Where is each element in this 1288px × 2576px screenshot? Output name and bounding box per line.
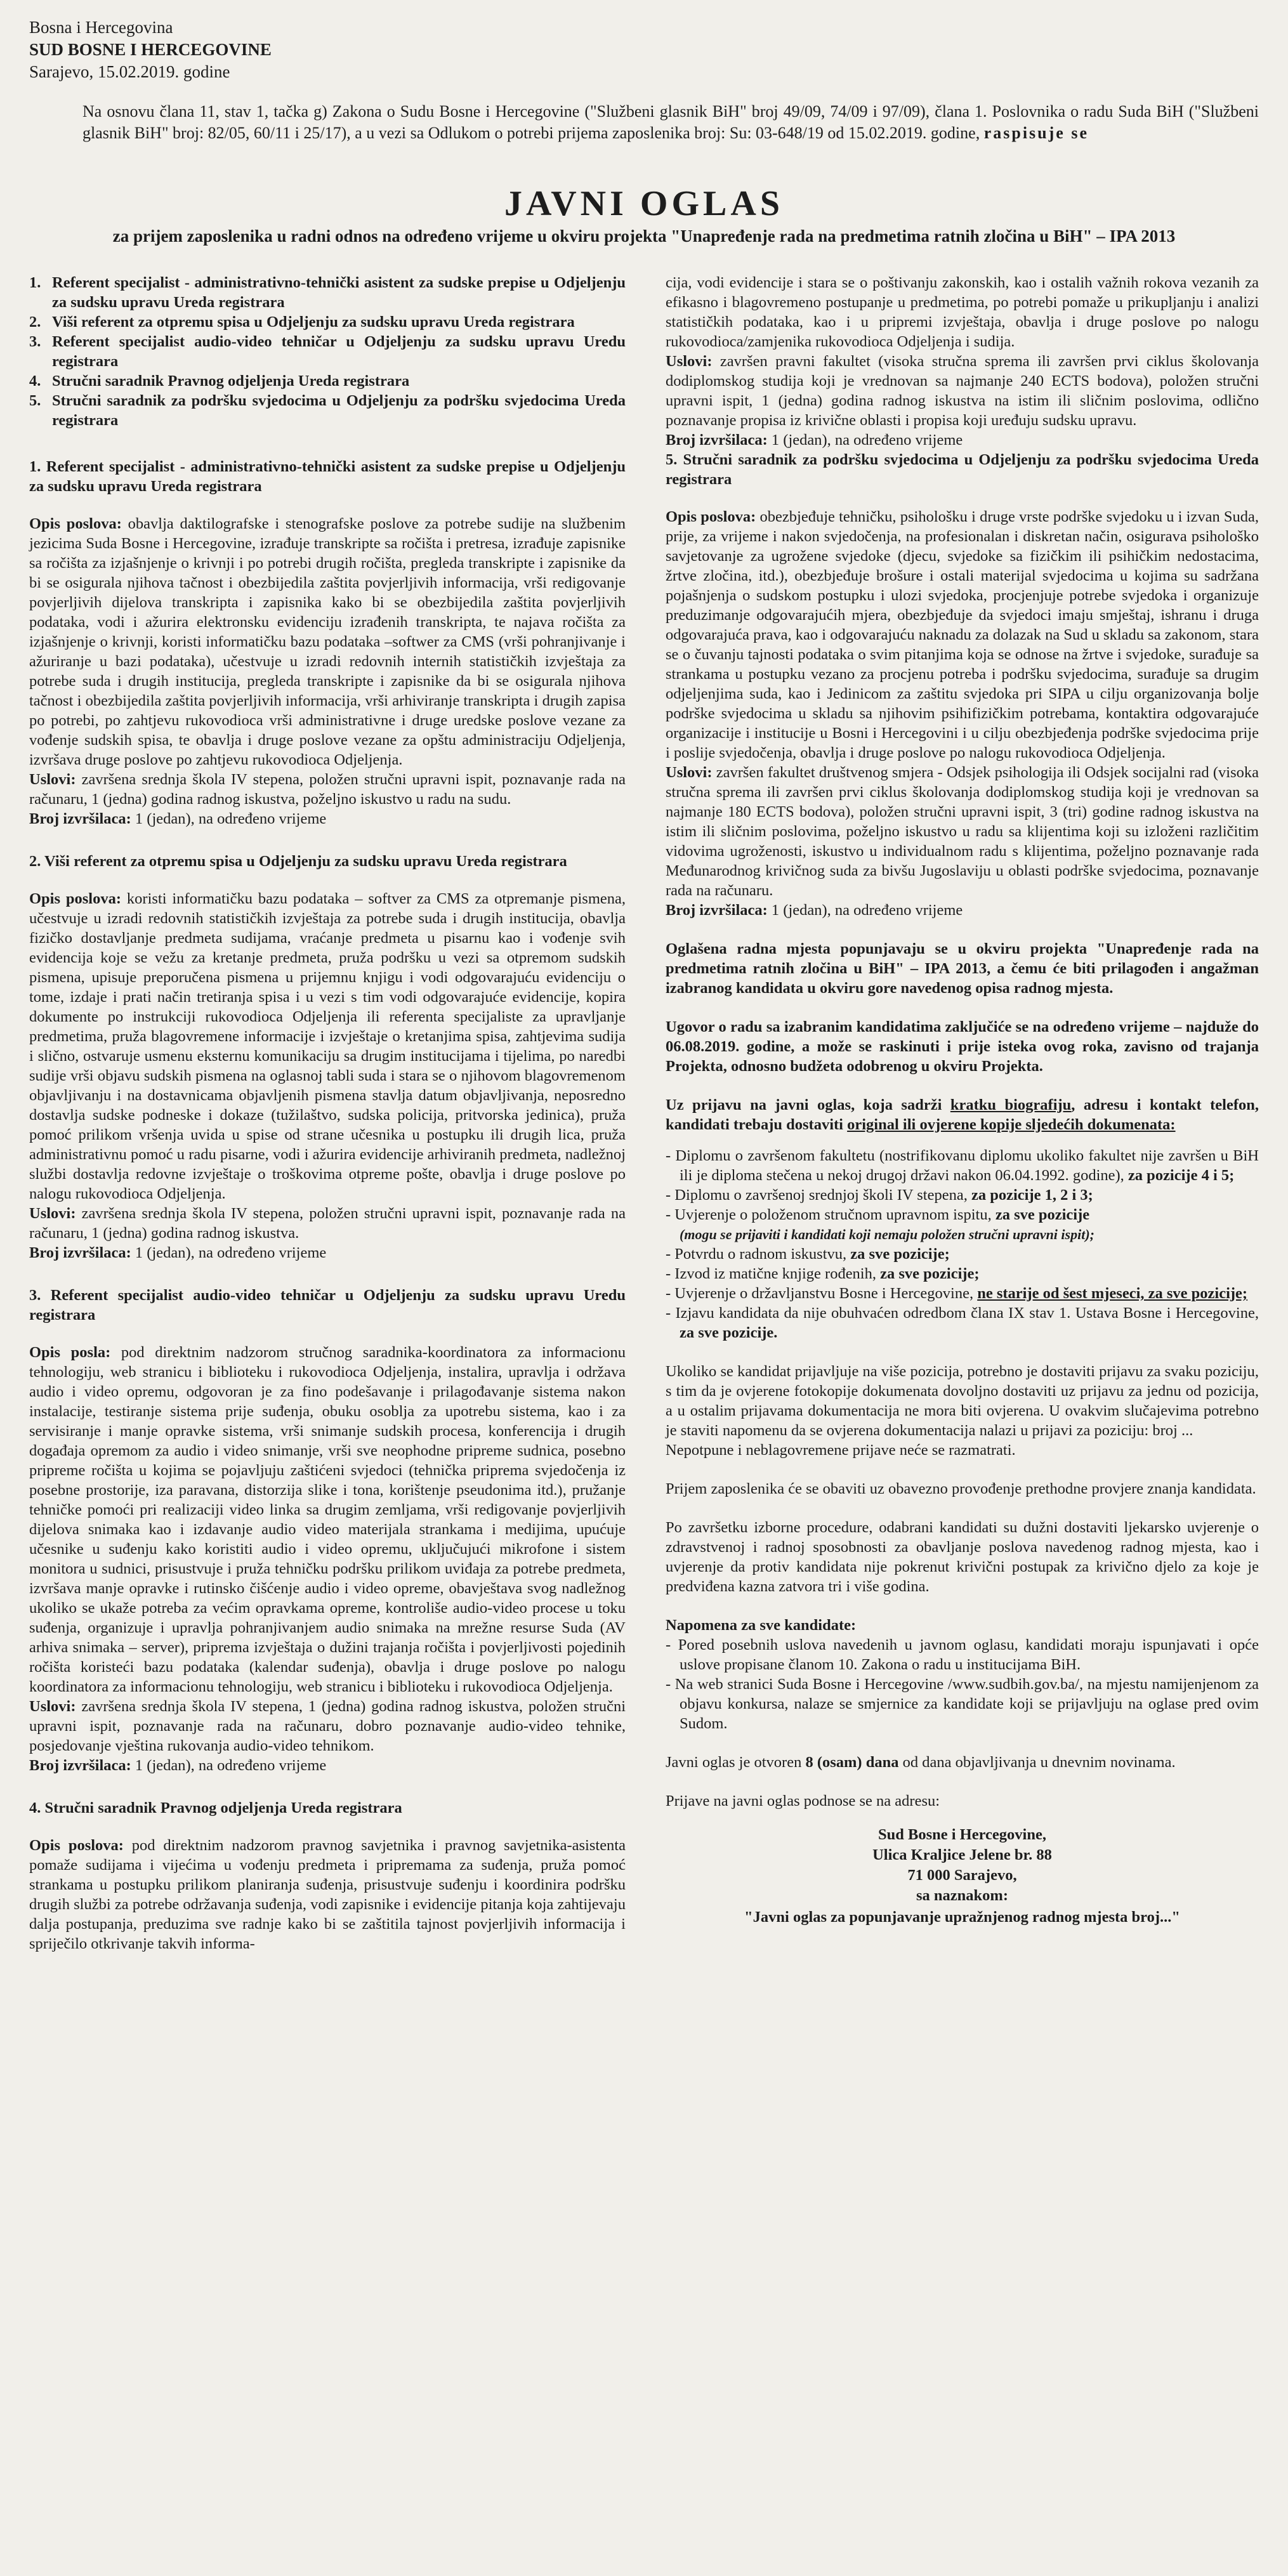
- section-position-2: [29, 851, 626, 1263]
- docs-intro-part: original ili ovjerene kopije sljedećih dokumenata:: [847, 1116, 1176, 1133]
- description-label: Opis poslova:: [29, 890, 122, 907]
- count-label: Broj izvršilaca:: [29, 1757, 131, 1774]
- project-notice: Oglašena radna mjesta popunjavaju se u okviru projekta "Unapređenje rada na predmetima ratnih zločina u BiH" – IPA 2013, a čemu će biti prilagođen i angažman izabranog kandidata u okviru gore navedenog opisa radnog mjesta.: [666, 940, 1259, 997]
- address-line: sa naznakom:: [916, 1887, 1008, 1904]
- document-text: - Uvjerenje o položenom stručnom upravnom ispitu,: [666, 1206, 996, 1223]
- issuer-header: [29, 16, 1259, 83]
- document-text: - Potvrdu o radnom iskustvu,: [666, 1245, 851, 1263]
- open-period-days: 8 (osam) dana: [805, 1754, 899, 1771]
- requirements-label: Uslovi:: [29, 1205, 76, 1222]
- requirements: [29, 1697, 626, 1756]
- description-label: Opis poslova:: [666, 508, 756, 525]
- open-period-part: Javni oglas je otvoren: [666, 1754, 806, 1771]
- position-number: 2.: [29, 313, 41, 331]
- docs-intro-part: Uz prijavu na javni oglas, koja sadrži: [666, 1096, 950, 1114]
- document-item: [666, 1205, 1259, 1244]
- document-text: - Uvjerenje o državljanstvu Bosne i Hercegovine,: [666, 1285, 978, 1302]
- count-text: 1 (jedan), na određeno vrijeme: [135, 1757, 327, 1774]
- requirements-text: završena srednja škola IV stepena, položen stručni upravni ispit, poznavanje rada na računaru, 1 (jedna) godina radnog iskustva.: [29, 1205, 626, 1242]
- count-text: 1 (jedan), na određeno vrijeme: [771, 902, 963, 919]
- position-list-item: [29, 312, 626, 332]
- place-date: Sarajevo, 15.02.2019. godine: [29, 62, 230, 81]
- general-note-item: - Pored posebnih uslova navedenih u javnom oglasu, kandidati moraju ispunjavati i opće uslove propisane članom 10. Zakona o radu u institucijama BiH.: [666, 1636, 1259, 1673]
- address-line: "Javni oglas za popunjavanje upražnjenog radnog mjesta broj...": [744, 1909, 1180, 1926]
- job-description: [29, 1836, 626, 1954]
- document-scope: za pozicije 1, 2 i 3;: [971, 1186, 1093, 1204]
- requirements-label: Uslovi:: [666, 764, 713, 781]
- position-list-item: [29, 273, 626, 312]
- requirements-text: završen fakultet društvenog smjera - Odsjek psihologija ili Odsjek socijalni rad (visoka stručna sprema ili završen prvi ciklus školovanja dodiplomskog studija koji je vrednovan sa najmanje 180 ECTS bodova), položen stručni upravni ispit, 3 (tri) godine radnog iskustva na istim ili sličnim poslovima, poželjno iskustvo u radu sa klijentima koji su izloženi različitim vidovima ugroženosti, iskustvo u individualnom radu s klijentima, poželjno poznavanje rada Međunarodnog krivičnog suda za bivšu Jugoslaviju u oblasti podrške svjedocima, poznavanje rada na računaru.: [666, 764, 1259, 899]
- description-text: pod direktnim nadzorom pravnog savjetnika i pravnog savjetnika-asistenta pomaže sudijama i vijećima u vođenju predmeta i pripremama za suđenja, pruža pomoć strankama u postupku prilikom planiranja suđenja, prisustvuje suđenju i koordinira podršku drugih službi za potrebe održavanja suđenja, vodi zapisnike i evidencije pitanja koja zahtijevaju dalja postupanja, preduzima sve radnje kako bi se zaštitila tajnost povjerljivih informacija i spriječilo otkrivanje takvih informa-: [29, 1837, 626, 1952]
- open-period-part: od dana objavljivanja u dnevnim novinama.: [898, 1754, 1176, 1771]
- requirements: [666, 763, 1259, 900]
- positions-count: [29, 1243, 626, 1263]
- address-line: Sud Bosne i Hercegovine,: [878, 1826, 1046, 1843]
- page-subtitle: za prijem zaposlenika u radni odnos na određeno vrijeme u okviru projekta "Unapređenje rada na predmetima ratnih zločina u BiH" – IPA 2013: [112, 227, 1176, 246]
- general-note-title: Napomena za sve kandidate:: [666, 1617, 857, 1634]
- docs-intro-part: kratku biografiju: [950, 1096, 1072, 1114]
- job-description: [29, 514, 626, 770]
- general-note-list: [666, 1635, 1259, 1733]
- requirements-label: Uslovi:: [29, 771, 76, 788]
- requirements-label: Uslovi:: [666, 353, 713, 370]
- general-note: [666, 1615, 1259, 1733]
- job-description: [666, 507, 1259, 763]
- document-item: [666, 1185, 1259, 1205]
- intro-text: Na osnovu člana 11, stav 1, tačka g) Zakona o Sudu Bosne i Hercegovine ("Službeni glasnik BiH" broj 49/09, 74/09 i 97/09), člana 1. Poslovnika o radu Suda BiH ("Službeni glasnik BiH" broj: 82/05, 60/11 i 25/17), a u vezi sa Odlukom o potrebi prijema zaposlenika broj: Su: 03-648/19 od 15.02.2019. godine,: [82, 102, 1259, 142]
- positions-count: [666, 900, 1259, 920]
- description-label: Opis posla:: [29, 1344, 111, 1361]
- section-position-3: [29, 1285, 626, 1775]
- court-name: SUD BOSNE I HERCEGOVINE: [29, 40, 272, 59]
- position-number: 3.: [29, 333, 41, 350]
- document-item: [666, 1244, 1259, 1264]
- job-description: [29, 1343, 626, 1697]
- document-text: - Diplomu o završenom fakultetu (nostrifikovanu diplomu ukoliko fakultet nije završen u BiH ili je diploma stečena u nekoj drugoj državi nakon 06.04.1992. godine),: [666, 1147, 1259, 1184]
- section-position-4: [29, 1798, 626, 1954]
- positions-count: [29, 1756, 626, 1775]
- document-item: [666, 1284, 1259, 1303]
- document-text: - Diplomu o završenoj srednjoj školi IV stepena,: [666, 1186, 971, 1204]
- required-documents-list: [666, 1146, 1259, 1343]
- position-number: 4.: [29, 372, 41, 390]
- section-position-4-continued: [666, 273, 1259, 450]
- position-title: Referent specijalist audio-video tehničar u Odjeljenju za sudsku upravu Uredu registrara: [52, 333, 626, 370]
- section-heading: 2. Viši referent za otpremu spisa u Odjeljenju za sudsku upravu Ureda registrara: [29, 853, 567, 870]
- section-heading: 1. Referent specijalist - administrativno-tehnički asistent za sudske prepise u Odjeljenju za sudsku upravu Ureda registrara: [29, 458, 626, 495]
- document-note: (mogu se prijaviti i kandidati koji nemaju položen stručni upravni ispit);: [680, 1226, 1094, 1242]
- document-scope: za sve pozicije;: [880, 1265, 980, 1282]
- document-item: [666, 1303, 1259, 1343]
- address-line: Ulica Kraljice Jelene br. 88: [872, 1846, 1052, 1863]
- general-note-item: - Na web stranici Suda Bosne i Hercegovine /www.sudbih.gov.ba/, na mjestu namijenjenom za objavu konkursa, nalaze se smjernice za kandidate koji se prijavljuju na oglase pred ovim Sudom.: [666, 1676, 1259, 1732]
- description-label: Opis poslova:: [29, 1837, 124, 1854]
- incomplete-applications-note: Nepotpune i neblagovremene prijave neće se razmatrati.: [666, 1442, 1016, 1459]
- description-label: Opis poslova:: [29, 515, 122, 532]
- document-scope: ne starije od šest mjeseci, za sve pozicije;: [977, 1285, 1248, 1302]
- description-text: pod direktnim nadzorom stručnog saradnika-koordinatora za informacionu tehnologiju, web stranicu i biblioteku i rukovodioca Odjeljenja, instalira, upravlja i održava audio i video opremu, odgovoran je za fino podešavanje i prilagođavanje sistema nakon instalacije, testiranje sistema prije suđenja, obuku osoblja za upotrebu sistema, kao i za servisiranje i manje opravke sistema, vrši snimanje sudskih procesa, konferencija i drugih događaja opremom za audio i video snimanje, vrši sve neophodne pripreme sudnica, posebno pripreme ročišta u kojima se pojavljuju zaštićeni svjedoci (tehnička priprema svjedočenja iz posebne prostorije, iza paravana, distorzija slike i tona, korištenje pseudonima itd.), pružanje tehničke pomoći pri realizaciji video linka sa drugim zemljama, vrši redigovanje povjerljivih dijelova snimaka kao i izdavanje audio video materijala strankama i medijima, upućuje učesnike u suđenju kako koristiti audio i video opremu, uključujući mikrofone i sistem monitora u sudnici, prisustvuje i pruža tehničku podršku prilikom uviđaja za potrebe predmeta, izvršava manje opravke i rutinsko čišćenje audio i video opreme, obavještava svog nadležnog ukoliko se ukaže potreba za većim opravkama opreme, kontroliše audio-video procese u toku suđenja, organizuje i upravlja pohranjivanjem audio snimaka na mrežne resurse Suda (AV arhiva snimaka – server), priprema izvještaja o dužini trajanja ročišta i povjerljivosti pojedinih ročišta koristeći bazu podataka (kalendar suđenja), obavlja i druge poslove po nalogu koordinatora za informacionu tehnologiju, web stranicu i biblioteku i rukovodioca Odjeljenja.: [29, 1344, 626, 1695]
- knowledge-test-note: Prijem zaposlenika će se obaviti uz obavezno provođenje prethodne provjere znanja kandidata.: [666, 1480, 1256, 1497]
- position-list-item: [29, 371, 626, 391]
- position-number: 1.: [29, 274, 41, 291]
- count-text: 1 (jedan), na određeno vrijeme: [771, 431, 963, 449]
- position-list: [29, 273, 626, 430]
- multiple-positions-note: Ukoliko se kandidat prijavljuje na više pozicija, potrebno je dostaviti prijavu za svaku poziciju, s tim da je ovjerene fotokopije dokumenata dovoljno dostaviti uz prijavu za jednu od pozicija, a u ostalim prijavama dokumentacija ne mora biti ovjerena. U ovakvim slučajevima potrebno je staviti napomenu da se ovjerena dokumentacija nalazi u prijavi za poziciju: broj ...: [666, 1363, 1259, 1439]
- contract-notice: Ugovor o radu sa izabranim kandidatima zaključiće se na određeno vrijeme – najduže do 06.08.2019. godine, a može se raskinuti i prije isteka ovog roka, zavisno od trajanja Projekta, odnosno budžeta odobrenog u okviru Projekta.: [666, 1018, 1259, 1075]
- document-item: [666, 1146, 1259, 1185]
- positions-count: [666, 430, 1259, 450]
- count-label: Broj izvršilaca:: [29, 810, 131, 827]
- position-title: Referent specijalist - administrativno-tehnički asistent za sudske prepise u Odjeljenju za sudsku upravu Ureda registrara: [52, 274, 626, 311]
- position-title: Viši referent za otpremu spisa u Odjeljenju za sudsku upravu Ureda registrara: [52, 313, 575, 331]
- position-list-item: [29, 391, 626, 430]
- mailing-address: [666, 1825, 1259, 1928]
- description-text: koristi informatičku bazu podataka – softver za CMS za otpremanje pismena, učestvuje u izradi redovnih statističkih izvještaja za potrebe suda i drugih institucija, obavlja fizičko dostavljanje predmeta sudijama, vraćanje predmeta u pisarnu kao i vođenje svih evidencija koje se vežu za kretanje predmeta, pruža podršku u vezi sa otpremom sudskih pismena, upisuje preporučena pismena u prijemnu knjigu i vodi odgovarajuću evidenciju o tome, izdaje i prati način tretiranja spisa i u vezi s tim vodi odgovarajuće evidencije, kopira dokumente po instrukciji rukovodioca Odjeljenja ili referenta specijaliste za upravljanje predmetima, pruža blagovremene informacije i izvještaje o kretanjima spisa, zahtjevima sudija i slično, ostvaruje usmenu eksternu komunikaciju sa drugim institucijama i tijelima, po naredbi sudije vrši objavu sudskih pismena na oglasnoj tabli suda i stara se o njihovom blagovremenom objavljivanju i na dostavnicama objavljenih pismena stavlja datum objavljivanja, neposredno dostavlja sudske podneske i dokaze (tužilaštvo, sudska policija, pritvorska jedinica), pruža pomoć prilikom vršenja uvida u spise od strane učesnika u postupku ili drugih lica, pruža administrativnu pomoć u radu pisarne, vodi i ažurira evidencije arhiviranih predmeta, nadležnoj službi dostavlja redovne izvještaje o troškovima otpreme pošte, obavlja i druge poslove po nalogu rukovodioca Odjeljenja.: [29, 890, 626, 1202]
- requirements-text: završen pravni fakultet (visoka stručna sprema ili završen prvi ciklus školovanja dodiplomskog studija koji je vrednovan sa najmanje 240 ECTS bodova), položen stručni upravni ispit, 1 (jedna) godina radnog iskustva na istim ili sličnim poslovima, odlično poznavanje propisa iz krivične oblasti i propisa koji uređuju sudsku upravu.: [666, 353, 1259, 429]
- legal-basis-intro: [82, 101, 1259, 144]
- document-scope: za sve pozicije;: [850, 1245, 950, 1263]
- page-title: JAVNI OGLAS: [504, 184, 784, 223]
- left-column: [29, 273, 626, 1954]
- requirements: [666, 352, 1259, 430]
- description-continued: cija, vodi evidencije i stara se o poštivanju zakonskih, kao i ostalih važnih rokova vezanih za efikasno i blagovremeno postupanje u predmetima, po potrebi pomaže u prikupljanju i analizi statističkih podataka, kao i u pripremi izvještaja, obavlja i druge poslove po nalogu rukovodioca/zamjenika rukovodioca Odjeljenja i sudija.: [666, 274, 1259, 350]
- position-title: Stručni saradnik za podršku svjedocima u Odjeljenju za podršku svjedocima Ureda registrara: [52, 392, 626, 429]
- section-position-5: [666, 450, 1259, 920]
- count-text: 1 (jedan), na određeno vrijeme: [135, 810, 327, 827]
- description-text: obezbjeđuje tehničku, psihološku i druge vrste podrške svjedoku u i izvan Suda, prije, za vrijeme i nakon svjedočenja, na profesionalan i diskretan način, osigurava psihološko savjetovanje za ugrožene svjedoke (djecu, svjedoke sa fizičkim ili psihičkim nedostacima, žrtve zločina, itd.), obezbjeđuje brošure i ostali materijal svjedocima u kojima su sadržana pojašnjenja o sudskom postupku i ulozi svjedoka, procjenjuje potrebe svjedoka i organizuje preduzimanje odgovarajućih mjera, obezbjeđuje da svjedoci imaju smještaj, ishranu i druga odgovarajuća prava, kao i odgovarajuću naknadu za dolazak na Sud u skladu sa zakonom, stara se o čuvanju tajnosti podataka o svim pitanjima koja se odnose na žrtve i svjedoke, surađuje sa strankama u postupku vezano za procjenu potreba i podršku svjedocima, surađuje sa drugim odjeljenjima suda, kao i Jedinicom za zaštitu svjedoka pri SIPA u cilju organizovanja bolje podrške svjedocima u skladu sa njihovim psihifizičkim potrebama, kontaktira odgovarajuće organizacije i institucije u Bosni i Hercegovini i u cilju obezbjeđenja podrške svjedocima prije i poslije svjedočenja, obavlja i druge poslove po nalogu rukovodioca Odjeljenja.: [666, 508, 1259, 761]
- requirements-text: završena srednja škola IV stepena, položen stručni upravni ispit, poznavanje rada na računaru, 1 (jedna) godina radnog iskustva, poželjno iskustvo u radu na sudu.: [29, 771, 626, 808]
- document-text: - Izjavu kandidata da nije obuhvaćen odredbom člana IX stav 1. Ustava Bosne i Hercegovine,: [666, 1304, 1259, 1322]
- count-label: Broj izvršilaca:: [29, 1244, 131, 1261]
- count-text: 1 (jedan), na određeno vrijeme: [135, 1244, 327, 1261]
- positions-count: [29, 809, 626, 829]
- position-title: Stručni saradnik Pravnog odjeljenja Ureda registrara: [52, 372, 410, 390]
- requirements-label: Uslovi:: [29, 1698, 76, 1715]
- address-intro: Prijave na javni oglas podnose se na adresu:: [666, 1792, 940, 1810]
- job-description: [29, 889, 626, 1204]
- description-text: obavlja daktilografske i stenografske poslove za potrebe sudije na službenim jezicima Suda Bosne i Hercegovine, izrađuje transkripte sa ročišta i pretresa, izrađuje zapisnike sa ročišta za izjašnjenje o krivnji i po potrebi drugih ročišta, pregleda transkripte i zapisnike da bi se osigurala njihova tačnost i obezbijedila zaštita povjerljivih informacija, vrši redigovanje povjerljivih dijelova transkripta i zapisnika kako bi se obezbijedila zaštita povjerljivih podataka, vodi i ažurira elektronsku evidenciju izrađenih transkripta, te najava ročišta za izjašnjenje o krivnji, koristi informatičku bazu podataka –softwer za CMS (vrši pohranjivanje i ažuriranje u bazi podataka), učestvuje u izradi redovnih internih statističkih izvještaja za potrebe suda i drugih institucija, pregleda transkripte i zapisnike da bi se osigurala njihova tačnost i obezbijedila zaštita povjerljivih informacija, vrši arhiviranje transkripta i drugih zapisa po potrebi, po zahtjevu rukovodioca vrši administrativne i druge uredske poslove vezane za vođenje sudskih spisa, te obavlja i druge poslove vezane za opštu administraciju Odjeljenja, izvršava druge poslove po zahtjevu rukovodioca Odjeljenja.: [29, 515, 626, 768]
- requirements: [29, 770, 626, 809]
- requirements: [29, 1204, 626, 1243]
- section-heading: 4. Stručni saradnik Pravnog odjeljenja Ureda registrara: [29, 1799, 402, 1817]
- requirements-text: završena srednja škola IV stepena, 1 (jedna) godina radnog iskustva, položen stručni upravni ispit, poznavanje rada na računaru, dobro poznavanje audio-video tehnike, posjedovanje vještina rukovanja audio-video tehnikom.: [29, 1698, 626, 1754]
- country-name: Bosna i Hercegovina: [29, 18, 173, 37]
- open-period: [666, 1752, 1259, 1772]
- two-column-body: [29, 273, 1259, 1954]
- count-label: Broj izvršilaca:: [666, 902, 768, 919]
- address-line: 71 000 Sarajevo,: [907, 1867, 1017, 1884]
- position-number: 5.: [29, 392, 41, 409]
- position-list-item: [29, 332, 626, 371]
- document-item: [666, 1264, 1259, 1284]
- section-position-1: [29, 457, 626, 829]
- section-heading: 3. Referent specijalist audio-video tehničar u Odjeljenju za sudsku upravu Uredu registrara: [29, 1287, 626, 1324]
- section-heading: 5. Stručni saradnik za podršku svjedocima u Odjeljenju za podršku svjedocima Ureda registrara: [666, 451, 1259, 488]
- count-label: Broj izvršilaca:: [666, 431, 768, 449]
- medical-certificate-note: Po završetku izborne procedure, odabrani kandidati su dužni dostaviti ljekarsko uvjerenje o zdravstvenoj i radnoj sposobnosti za obavljanje poslova navedenog radnog mjesta, kao i uvjerenje da protiv kandidata nije pokrenut krivični postupak za krivično djelo za koje je predviđena kazna zatvora tri i više godina.: [666, 1519, 1259, 1595]
- document-text: - Izvod iz matične knjige rođenih,: [666, 1265, 881, 1282]
- document-scope: za pozicije 4 i 5;: [1127, 1167, 1235, 1184]
- docs-intro-part: , adresu i kontakt telefon, kandidati trebaju dostaviti: [666, 1096, 1259, 1133]
- document-scope: za sve pozicije.: [680, 1324, 778, 1341]
- right-column: [666, 273, 1259, 1954]
- intro-announce: raspisuje se: [983, 124, 1089, 142]
- documents-intro: [666, 1095, 1259, 1134]
- document-scope: za sve pozicije: [995, 1206, 1090, 1223]
